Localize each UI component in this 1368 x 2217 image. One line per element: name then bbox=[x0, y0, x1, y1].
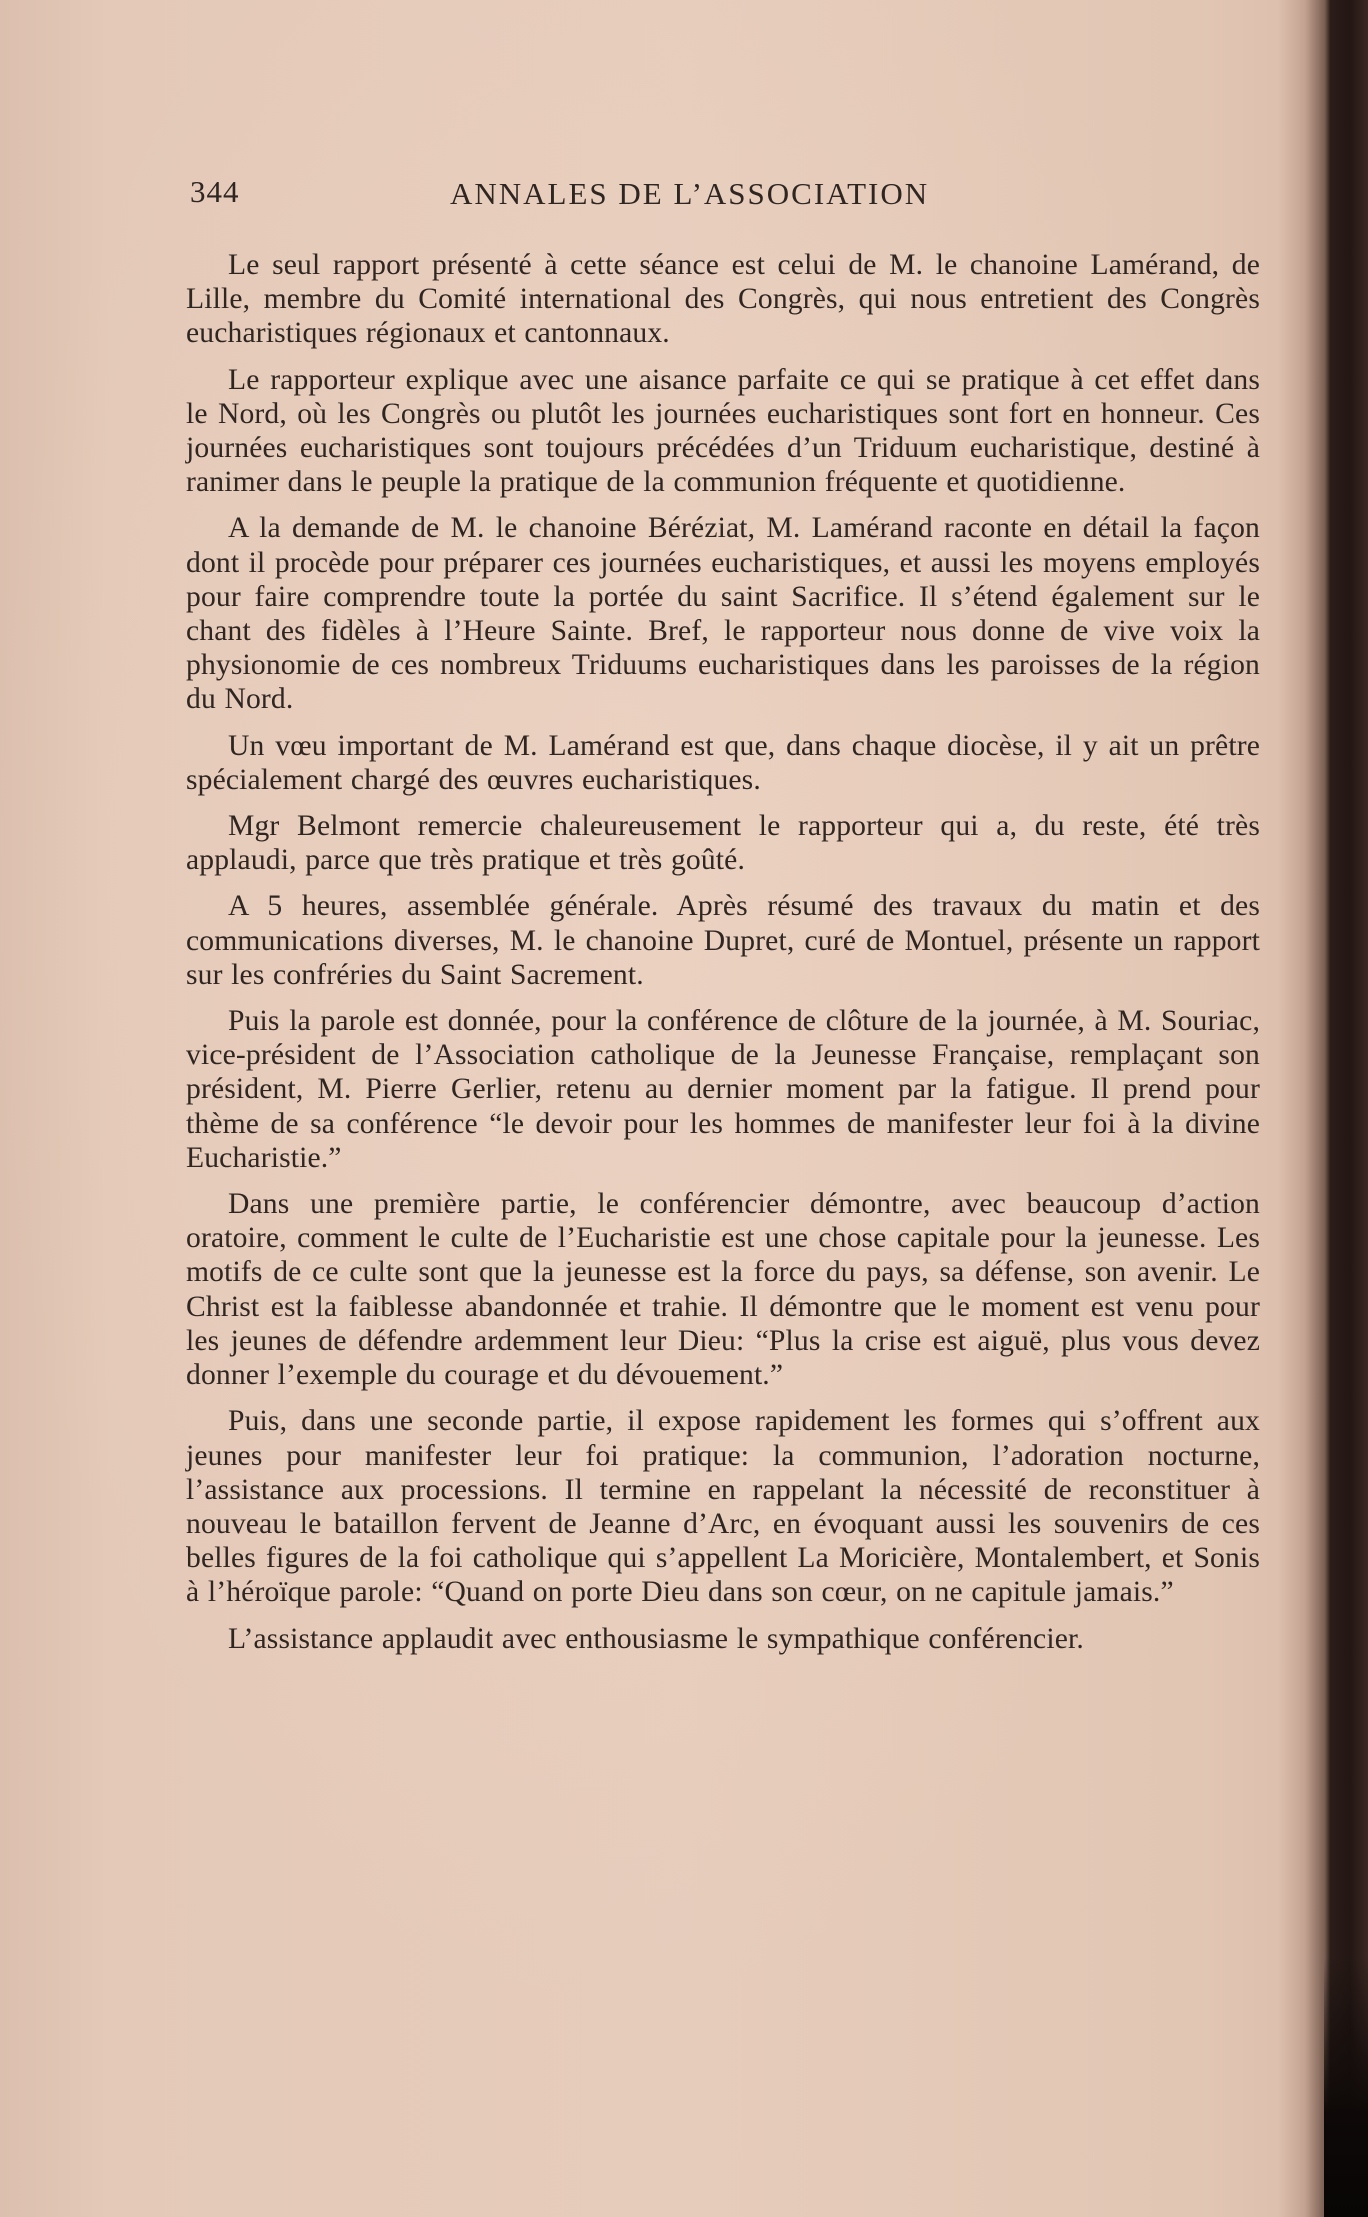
paragraph: Mgr Belmont remercie chaleureusement le rapporteur qui a, du reste, été très applaudi, parce que très pratique et très goûté. bbox=[186, 810, 1260, 877]
paragraph: Puis la parole est donnée, pour la conférence de clôture de la journée, à M. Souriac, vice-président de l’Association catholique de la Jeunesse Française, remplaçant son président, M. Pierre Gerlier, retenu au dernier moment par la fatigue. Il prend pour thème de sa conférence “le devoir pour les hommes de manifester leur foi à la divine Eucharistie.” bbox=[186, 1005, 1260, 1174]
paragraph: Puis, dans une seconde partie, il expose rapidement les formes qui s’offrent aux jeunes pour manifester leur foi pratique: la communion, l’adoration nocturne, l’assistance aux processions. Il termine en rappelant la nécessité de reconstituer à nouveau le bataillon fervent de Jeanne d’Arc, en évoquant aussi les souvenirs de ces belles figures de la foi catholique qui s’appellent La Moricière, Montalembert, et Sonis à l’héroïque parole: “Quand on porte Dieu dans son cœur, on ne capitule jamais.” bbox=[186, 1405, 1260, 1609]
paragraph: A la demande de M. le chanoine Béréziat, M. Lamérand raconte en détail la façon dont il procède pour préparer ces journées eucharistiques, et aussi les moyens employés pour faire comprendre toute la portée du saint Sacrifice. Il s’étend également sur le chant des fidèles à l’Heure Sainte. Bref, le rapporteur nous donne de vive voix la physionomie de ces nombreux Triduums eucharistiques dans les paroisses de la région du Nord. bbox=[186, 512, 1260, 716]
paragraph: Dans une première partie, le conférencier démontre, avec beaucoup d’action oratoire, comment le culte de l’Eucharistie est une chose capitale pour la jeunesse. Les motifs de ce culte sont que la jeunesse est la force du pays, sa défense, son avenir. Le Christ est la faiblesse abandonnée et trahie. Il démontre que le moment est venu pour les jeunes de défendre ardemment leur Dieu: “Plus la crise est aiguë, plus vous devez donner l’exemple du courage et du dévouement.” bbox=[186, 1188, 1260, 1392]
paragraph: A 5 heures, assemblée générale. Après résumé des travaux du matin et des communications diverses, M. le chanoine Dupret, curé de Montuel, présente un rapport sur les confréries du Saint Sacrement. bbox=[186, 890, 1260, 991]
page-header bbox=[190, 174, 1260, 224]
paragraph: Un vœu important de M. Lamérand est que, dans chaque diocèse, il y ait un prêtre spécialement chargé des œuvres eucharistiques. bbox=[186, 729, 1260, 796]
running-title: ANNALES DE L’ASSOCIATION bbox=[450, 176, 930, 211]
paragraph: Le rapporteur explique avec une aisance parfaite ce qui se pratique à cet effet dans le Nord, où les Congrès ou plutôt les journées eucharistiques sont fort en honneur. Ces journées eucharistiques sont toujours précédées d’un Triduum eucharistique, destiné à ranimer dans le peuple la pratique de la communion fréquente et quotidienne. bbox=[186, 363, 1260, 499]
paragraph: Le seul rapport présenté à cette séance est celui de M. le chanoine Lamérand, de Lille, membre du Comité international des Congrès, qui nous entretient des Congrès eucharistiques régionaux et cantonnaux. bbox=[186, 249, 1260, 350]
body-text bbox=[186, 248, 1260, 1668]
book-gutter-shadow bbox=[1278, 0, 1368, 2217]
page-number: 344 bbox=[190, 174, 240, 209]
paragraph: L’assistance applaudit avec enthousiasme le sympathique conférencier. bbox=[228, 1622, 1084, 1655]
